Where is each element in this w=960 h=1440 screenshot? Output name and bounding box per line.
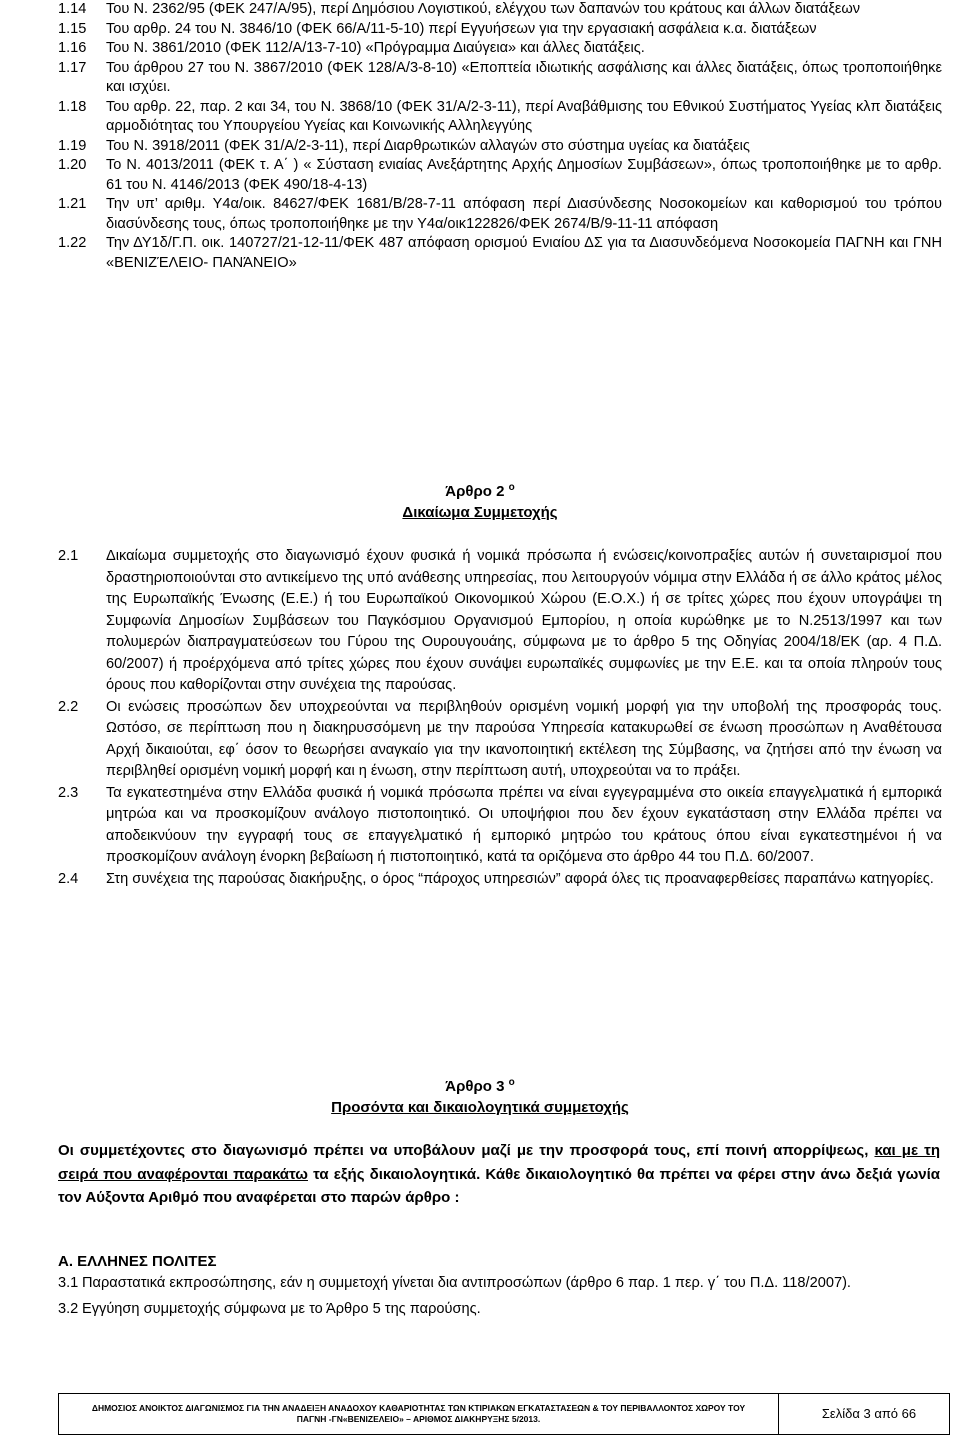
item-text: Του αρθρ. 24 του Ν. 3846/10 (ΦΕΚ 66/Α/11-5-10) περί Εγγυήσεων για την εργασιακή ασφάλεια κ.α. διατάξεων [106, 20, 817, 37]
item-number: 3.1 [58, 1275, 79, 1291]
intro-text-underlined: και με τη σειρά που αναφέρονται παρακάτω [58, 1142, 941, 1183]
article-2-title [0, 481, 960, 502]
item-text: Του άρθρου 27 του Ν. 3867/2010 (ΦΕΚ 128/Α/3-8-10) «Εποπτεία ιδιωτικής ασφάλισης και άλλες διατάξεις, όπως τροποποιήθηκε και ισχύει. [106, 59, 942, 95]
item-number: 3.2 [58, 1301, 79, 1317]
paragraph [0, 546, 960, 697]
item-number: 1.22 [58, 235, 87, 251]
item-number: 1.17 [58, 59, 87, 76]
list-item [0, 59, 960, 98]
item-number: 1.18 [58, 98, 87, 115]
item-number: 1.21 [58, 196, 87, 212]
page-number: Σελίδα 3 από 66 [821, 1406, 917, 1421]
item-number: 1.14 [58, 1, 87, 17]
item-text: Το Ν. 4013/2011 (ΦΕΚ τ. Α΄ ) « Σύσταση ενιαίας Ανεξάρτητης Αρχής Δημοσίων Συμβάσεων», όπως τροποποιήθηκε με το αρθρ. 61 του Ν. 4146/2013 (ΦΕΚ 490/18-4-13) [106, 157, 942, 193]
intro-text-a: Οι συμμετέχοντες στο διαγωνισμό πρέπει να υποβάλουν μαζί με την προσφορά τους, επί ποινή απορρίψεως, [58, 1142, 869, 1159]
footer-line-2: ΠΑΓΝΗ -ΓΝ«ΒΕΝΙΖΕΛΕΙΟ» – ΑΡΙΘΜΟΣ ΔΙΑΚΗΡΥΞΗΣ 5/2013. [296, 1414, 541, 1424]
article-2-title-text: Άρθρο 2 [445, 483, 505, 500]
paragraph [0, 697, 960, 783]
article-3-subtitle: Προσόντα και δικαιολογητικά συμμετοχής [331, 1099, 629, 1116]
item-number: 1.16 [58, 40, 87, 56]
paragraph [0, 783, 960, 869]
list-item [0, 234, 960, 273]
item-number: 1.19 [58, 137, 87, 154]
paragraph-number: 2.1 [58, 548, 79, 564]
item-number: 1.15 [58, 20, 87, 37]
paragraph-text: Δικαίωμα συμμετοχής στο διαγωνισμό έχουν φυσικά ή νομικά πρόσωπα ή ενώσεις/κοινοπραξίες αυτών ή συνεταιρισμοί που δραστηριοποιούνται στο αντικείμενο της υπό ανάθεσης υπηρεσίας, που λειτουργούν νόμιμα στην Ελλάδα ή σε άλλο κράτος μέλος της Ευρωπαϊκής Ένωσης (Ε.Ε.) ή του Ευρωπαϊκού Οικονομικού Χώρου (Ε.Ο.Χ.) ή σε τρίτες χώρες που έχουν υπογράψει τη Συμφωνία Δημοσίων Συμβάσεων του Παγκόσμιου Οργανισμού Εμπορίου, η οποία κυρώθηκε με το Ν.2513/1997 και των πολυμερών διαπραγματεύσεων του Γύρου της Ουρουγουάης, σύμφωνα με το άρθρο 5 της Οδηγίας 2004/18/ΕΚ (αρ. 4 Π.Δ. 60/2007) ή προέρχόμενα από τρίτες χώρες που έχουν συνάψει ευρωπαϊκές συμφωνίες με την Ε.Ε. και τα οποία πληρούν τους όρους που καθορίζονται στην συνέχεια της παρούσας. [106, 548, 942, 693]
item-text: Την ΔΥ1δ/Γ.Π. οικ. 140727/21-12-11/ΦΕΚ 487 απόφαση ορισμού Ενιαίου ΔΣ για τα Διασυνδεόμενα Νοσοκομεία ΠΑΓΝΗ και ΓΝΗ «ΒΕΝΙΖΈΛΕΙΟ- ΠΑΝΆΝΕΙΟ» [106, 235, 942, 271]
list-item [0, 98, 960, 137]
list-item [0, 39, 960, 59]
list-item [0, 156, 960, 195]
page-footer [58, 1393, 950, 1435]
list-item [0, 0, 960, 20]
list-item [0, 1299, 960, 1320]
item-text: Του Ν. 3918/2011 (ΦΕΚ 31/Α/2-3-11), περί Διαρθρωτικών αλλαγών στο σύστημα υγείας κα διατάξεις [106, 137, 750, 154]
article-3-intro [58, 1139, 940, 1210]
item-text: Του Ν. 3861/2010 (ΦΕΚ 112/Α/13-7-10) «Πρόγραμμα Διαύγεια» και άλλες διατάξεις. [106, 40, 645, 56]
item-text: Παραστατικά εκπροσώπησης, εάν η συμμετοχή γίνεται δια αντιπροσώπων (άρθρο 6 παρ. 1 περ. γ΄ του Π.Δ. 118/2007). [82, 1275, 851, 1291]
article-2-subtitle: Δικαίωμα Συμμετοχής [402, 504, 558, 521]
item-text: Του αρθρ. 22, παρ. 2 και 34, του Ν. 3868/10 (ΦΕΚ 31/Α/2-3-11), περί Αναβάθμισης του Εθνικού Συστήματος Υγείας κλπ διατάξεις αρμοδιότητας του Υπουργείου Υγείας και Κοινωνικής Αλληλεγγύης [106, 98, 942, 134]
paragraph-number: 2.3 [58, 784, 79, 801]
paragraph-text: Στη συνέχεια της παρούσας διακήρυξης, ο όρος “πάροχος υπηρεσιών” αφορά όλες τις προαναφερθείσες παραπάνω κατηγορίες. [106, 870, 934, 887]
footer-title [59, 1394, 779, 1434]
list-item [0, 20, 960, 40]
footer-line-1: ΔΗΜΟΣΙΟΣ ΑΝΟΙΚΤΟΣ ΔΙΑΓΩΝΙΣΜΟΣ ΓΙΑ ΤΗΝ ΑΝΑΔΕΙΞΗ ΑΝΑΔΟΧΟΥ ΚΑΘΑΡΙΟΤΗΤΑΣ ΤΩΝ ΚΤΙΡΙΑΚΩΝ ΕΓΚΑΤΑΣΤΑΣΕΩΝ & ΤΟΥ ΠΕΡΙΒΑΛΛΟΝΤΟΣ ΧΩΡΟΥ ΤΟΥ [91, 1403, 746, 1413]
item-text: Την υπ’ αριθμ. Υ4α/οικ. 84627/ΦΕΚ 1681/Β/28-7-11 απόφαση περί Διασύνδεσης Νοσοκομείων και καθορισμού του τρόπου διασύνδεσης τους, όπως τροποποιήθηκε με την Υ4α/οικ122826/ΦΕΚ 2674/Β/9-11-11 απόφαση [106, 196, 942, 232]
list-item [0, 137, 960, 157]
paragraph [0, 869, 960, 891]
list-item [0, 195, 960, 234]
paragraph-number: 2.4 [58, 870, 79, 887]
article-2-body [0, 546, 960, 890]
article-2-title-sup: ο [508, 482, 515, 493]
article-3-title-text: Άρθρο 3 [445, 1078, 505, 1095]
article-3-title [0, 1076, 960, 1097]
paragraph-text: Οι ενώσεις προσώπων δεν υποχρεούνται να περιβληθούν ορισμένη νομική μορφή για την υποβολή της προσφοράς τους. Ωστόσο, σε περίπτωση που η διακηρυσσόμενη με την παρούσα Υπηρεσία κατακυρωθεί σε ένωση προσώπων η Αναθέτουσα Αρχή δικαιούται, εφ΄ όσον το θεωρήσει αναγκαίο για την ικανοποιητική εκτέλεση της Σύμβασης, να ζητήσει από την ένωση να περιβληθεί ορισμένη νομική μορφή και η ένωση, στην περίπτωση αυτή, υποχρεούται να το πράξει. [106, 698, 942, 779]
item-text: Του Ν. 2362/95 (ΦΕΚ 247/Α/95), περί Δημόσιου Λογιστικού, ελέγχου των δαπανών του κράτους και άλλων διατάξεων [106, 1, 861, 17]
legal-references-list [0, 0, 960, 273]
article-3-items [0, 1273, 960, 1320]
paragraph-text: Τα εγκατεστημένα στην Ελλάδα φυσικά ή νομικά πρόσωπα πρέπει να είναι εγγεγραμμένα στο οικεία επαγγελματικά ή εμπορικά μητρώα και να προσκομίζουν ανάλογο πιστοποιητικό. Οι υποψήφιοι που δεν έχουν εγκατάσταση στην Ελλάδα πρέπει να αποδεικνύουν την εγγραφή τους σε επαγγελματικό ή εμπορικό μητρώο του κράτους όπου είναι εγκατεστημένοι ή να προσκομίζουν ανάλογη ένορκη βεβαίωση ή πιστοποιητικό, κατά τα οριζόμενα στο άρθρο 44 του Π.Δ. 60/2007. [106, 784, 942, 865]
item-text: Εγγύηση συμμετοχής σύμφωνα με το Άρθρο 5 της παρούσης. [82, 1301, 481, 1317]
item-number: 1.20 [58, 157, 87, 173]
intro-text-b: τα εξής δικαιολογητικά. Κάθε δικαιολογητικό θα πρέπει να φέρει στην άνω δεξιά γωνία τον Αύξοντα Αριθμό που αναφέρεται στο παρών άρθρο : [58, 1165, 940, 1206]
list-item [0, 1273, 960, 1294]
paragraph-number: 2.2 [58, 698, 79, 715]
article-3-title-sup: ο [508, 1077, 515, 1088]
category-heading: Α. ΕΛΛΗΝΕΣ ΠΟΛΙΤΕΣ [58, 1253, 217, 1270]
